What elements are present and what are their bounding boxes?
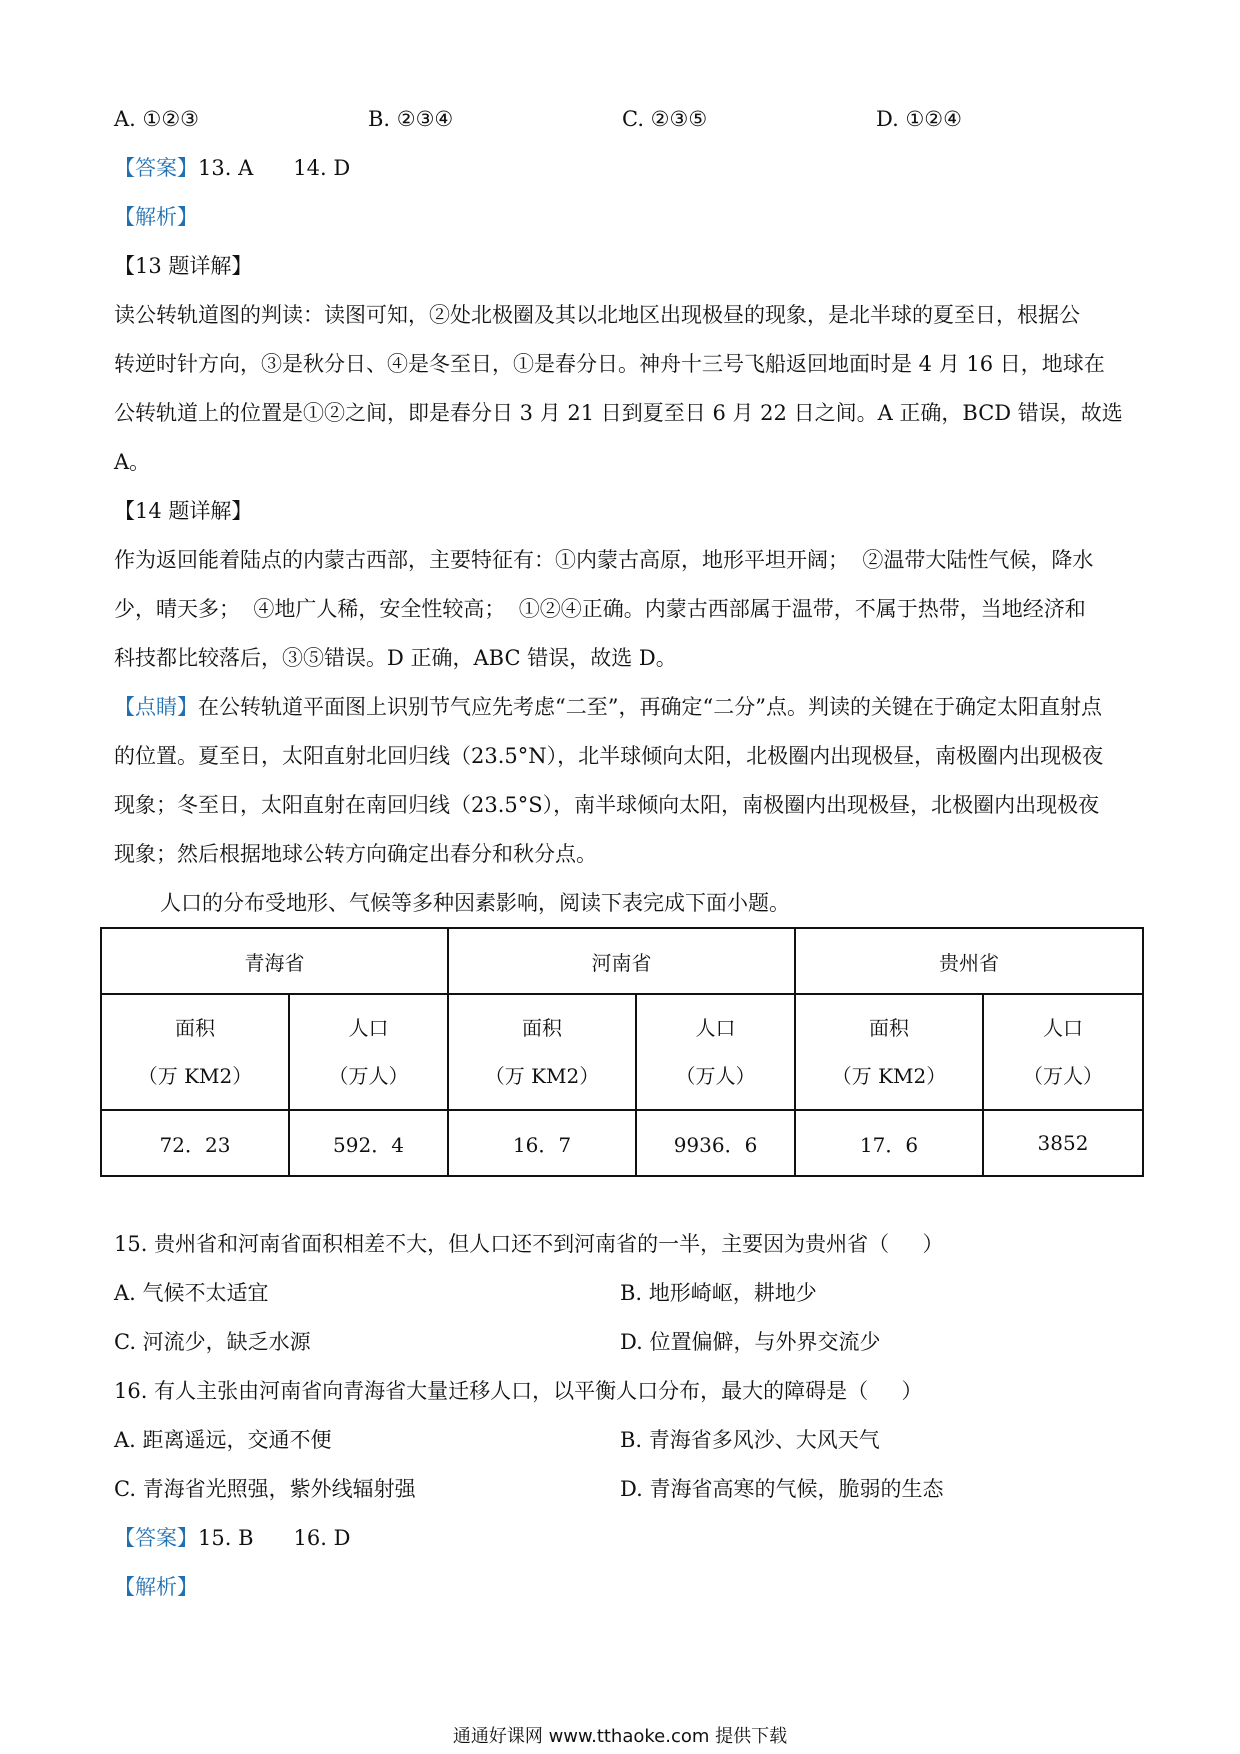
tip-first-text: 在公转轨道平面图上识别节气应先考虑“二至”，再确定“二分”点。判读的关键在于确定太阳直射点 (198, 695, 1102, 719)
q13-detail-title: 【13 题详解】 (114, 254, 253, 278)
area-label: 面积 (869, 1016, 909, 1040)
q15-option-c: C. 河流少，缺乏水源 (114, 1330, 311, 1354)
province-qinghai: 青海省 (101, 928, 448, 994)
table-intro: 人口的分布受地形、气候等多种因素影响，阅读下表完成下面小题。 (160, 891, 790, 915)
answer-text: 13. A 14. D (198, 156, 351, 180)
q16-option-c: C. 青海省光照强，紫外线辐射强 (114, 1477, 416, 1501)
population-header (289, 994, 448, 1110)
analysis-tag: 【解析】 (114, 205, 198, 229)
q14-line-3: 科技都比较落后，③⑤错误。D 正确，ABC 错误，故选 D。 (114, 646, 677, 670)
population-table (100, 927, 1144, 1177)
answer-tag: 【答案】 (114, 1526, 198, 1550)
province-henan: 河南省 (448, 928, 795, 994)
q14-line-1: 作为返回能着陆点的内蒙古西部，主要特征有：①内蒙古高原，地形平坦开阔； ②温带大陆性气候，降水 (114, 548, 1094, 572)
table-cell: 592．4 (289, 1110, 448, 1176)
answer-line-2 (114, 1523, 350, 1553)
q16-option-b: B. 青海省多风沙、大风天气 (620, 1428, 880, 1452)
page-footer: 通通好课网 www.tthaoke.com 提供下载 (452, 1726, 788, 1747)
population-unit: （万人） (1023, 1064, 1103, 1088)
table-cell: 3852 (983, 1110, 1143, 1176)
q16-stem: 16. 有人主张由河南省向青海省大量迁移人口，以平衡人口分布，最大的障碍是（ ） (114, 1379, 923, 1403)
table-cell: 16．7 (448, 1110, 636, 1176)
q14-option-a: A. ①②③ (114, 107, 199, 131)
answer-line-1 (114, 153, 350, 183)
answer-text: 15. B 16. D (198, 1526, 351, 1550)
table-cell: 17．6 (795, 1110, 983, 1176)
analysis-tag: 【解析】 (114, 1575, 198, 1599)
q13-line-4: A。 (114, 450, 151, 474)
q14-option-d: D. ①②④ (876, 107, 962, 131)
q13-line-2: 转逆时针方向，③是秋分日、④是冬至日，①是春分日。神舟十三号飞船返回地面时是 4 月 16 日，地球在 (114, 352, 1105, 376)
table-value-row (101, 1110, 1143, 1176)
q14-option-b: B. ②③④ (368, 107, 454, 131)
tip-line-2: 的位置。夏至日，太阳直射北回归线（23.5°N），北半球倾向太阳，北极圈内出现极昼，南极圈内出现极夜 (114, 744, 1104, 768)
area-unit: （万 KM2） (484, 1064, 600, 1088)
area-label: 面积 (175, 1016, 215, 1040)
tip-line-4: 现象；然后根据地球公转方向确定出春分和秋分点。 (114, 842, 597, 866)
table-header-row (101, 928, 1143, 994)
q13-line-3: 公转轨道上的位置是①②之间，即是春分日 3 月 21 日到夏至日 6 月 22 日之间。A 正确，BCD 错误，故选 (114, 401, 1123, 425)
area-label: 面积 (522, 1016, 562, 1040)
population-header (983, 994, 1143, 1110)
population-label: 人口 (1043, 1016, 1083, 1040)
province-guizhou: 贵州省 (795, 928, 1143, 994)
q14-option-c: C. ②③⑤ (622, 107, 708, 131)
tip-tag: 【点睛】 (114, 695, 198, 719)
area-unit: （万 KM2） (831, 1064, 947, 1088)
population-unit: （万人） (675, 1064, 756, 1088)
population-label: 人口 (695, 1016, 736, 1040)
area-unit: （万 KM2） (137, 1064, 253, 1088)
population-unit: （万人） (328, 1064, 409, 1088)
population-label: 人口 (348, 1016, 389, 1040)
answer-tag: 【答案】 (114, 156, 198, 180)
q15-option-a: A. 气候不太适宜 (114, 1281, 269, 1305)
q14-detail-title: 【14 题详解】 (114, 499, 253, 523)
tip-line-3: 现象；冬至日，太阳直射在南回归线（23.5°S），南半球倾向太阳，南极圈内出现极昼，北极圈内出现极夜 (114, 793, 1100, 817)
population-header (636, 994, 795, 1110)
table-cell: 72．23 (101, 1110, 289, 1176)
q13-line-1: 读公转轨道图的判读：读图可知，②处北极圈及其以北地区出现极昼的现象，是北半球的夏至日，根据公 (114, 303, 1080, 327)
q15-stem: 15. 贵州省和河南省面积相差不大，但人口还不到河南省的一半，主要因为贵州省（ ） (114, 1232, 944, 1256)
area-header (448, 994, 636, 1110)
q16-option-d: D. 青海省高寒的气候，脆弱的生态 (620, 1477, 944, 1501)
table-subheader-row (101, 994, 1143, 1110)
q15-option-b: B. 地形崎岖，耕地少 (620, 1281, 817, 1305)
area-header (795, 994, 983, 1110)
q15-option-d: D. 位置偏僻，与外界交流少 (620, 1330, 881, 1354)
tip-line-1 (114, 692, 1102, 722)
table-cell: 9936．6 (636, 1110, 795, 1176)
q16-option-a: A. 距离遥远，交通不便 (114, 1428, 332, 1452)
q14-line-2: 少，晴天多； ④地广人稀，安全性较高； ①②④正确。内蒙古西部属于温带，不属于热带，当地经济和 (114, 597, 1086, 621)
area-header (101, 994, 289, 1110)
